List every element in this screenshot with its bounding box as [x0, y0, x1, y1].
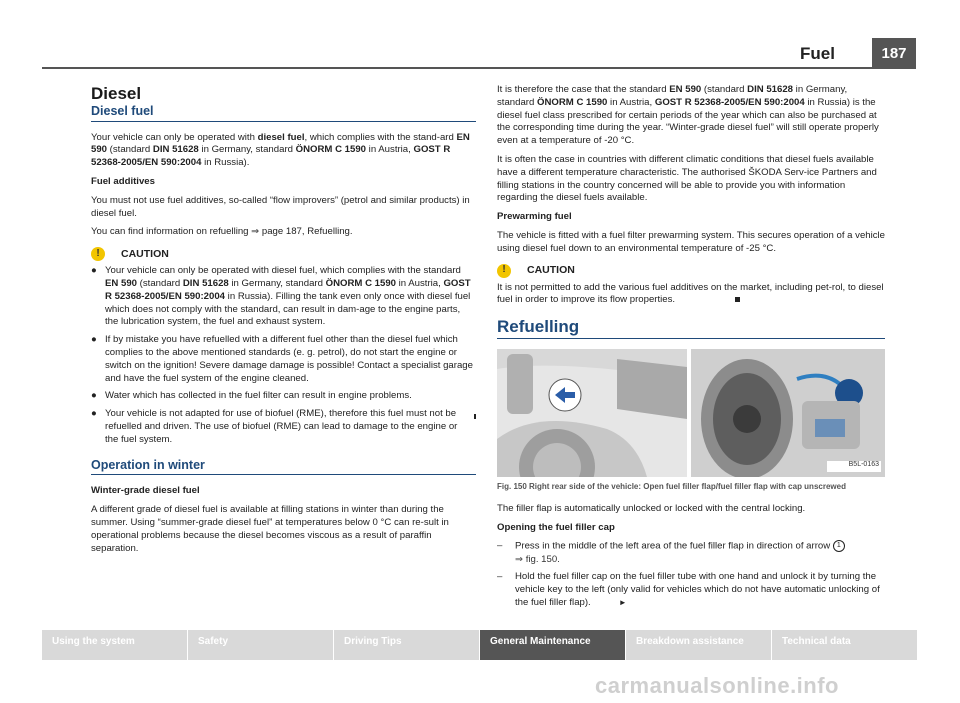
fuel-additives-text: You must not use fuel additives, so-called “flow improvers” (petrol and similar products) in diesel fuel. [91, 194, 470, 219]
climate-paragraph: It is often the case in countries with different climatic conditions that diesel fuels available have a different temperature characteristic. The authorised ŠKODA Serv-ice Partners and filling stations in the country concerned will be able to provide you with information regarding the diesel fuels available. [497, 153, 877, 204]
refuel-info: You can find information on refuelling ⇒ page 187, Refuelling. [91, 226, 353, 238]
caution-header [91, 247, 476, 261]
header-rule [42, 67, 916, 69]
nav-tab-general-maintenance[interactable]: General Maintenance [480, 630, 625, 660]
diesel-fuel-paragraph: Your vehicle can only be operated with diesel fuel, which complies with the stand-ard EN 590 (standard DIN 51628 in Germany, standard ÖNORM C 1590 in Austria, GOST R 52368-2005/EN 590:2004 in Russia). [91, 131, 470, 169]
nav-tab-breakdown-assistance[interactable]: Breakdown assistance [626, 630, 771, 660]
bullet-item: ● If by mistake you have refuelled with a different fuel other than the diesel fuel which complies to the above mentioned standards (e. g. petrol), do not start the engine or switch on the ignition! Severe damage damage is possible! Contact a specialist garage and have the fuel system of the engine cleaned. [91, 334, 473, 384]
figure-code: B5L-0163 [848, 461, 879, 469]
caution-bullets [91, 265, 476, 446]
caution-title: CAUTION [121, 247, 169, 260]
prewarming-text: The vehicle is fitted with a fuel filter prewarming system. This secures operation of a vehicle using diesel fuel down to an environmental temperature of -25 °C. [497, 229, 886, 254]
winter-text: A different grade of diesel fuel is available at filling stations in winter than during the summer. Using “summer-grade diesel fuel” at temperatures below 0 °C can re-sult in operational problems because the diesel becomes viscous as a result of paraffin separation. [91, 504, 449, 554]
heading-diesel-fuel: Diesel fuel [91, 105, 476, 122]
nav-tab-driving-tips[interactable]: Driving Tips [334, 630, 479, 660]
heading-refuelling: Refuelling [497, 321, 885, 339]
opening-title: Opening the fuel filler cap [497, 521, 615, 533]
prewarming-title: Prewarming fuel [497, 211, 572, 223]
section-end-marker [474, 414, 476, 419]
fuel-additives-title: Fuel additives [91, 175, 155, 187]
right-column [497, 84, 885, 615]
figure-link[interactable]: ⇒ fig. 150. [515, 553, 560, 565]
bullet-item: ● Your vehicle is not adapted for use of biofuel (RME), therefore this fuel must not be refuelled and driven. The use of biofuel (RME) can lead to damage to the engine or the fuel system. [91, 408, 476, 446]
section-title: Fuel [800, 44, 835, 63]
step-item: – Hold the fuel filler cap on the fuel filler tube with one hand and unlock it by turning the vehicle key to the left (only valid for vehicles which do not have automatic unlocking of the fuel filler flap). ► [497, 571, 880, 609]
winter-title: Winter-grade diesel fuel [91, 485, 200, 497]
figure-caption: Fig. 150 Right rear side of the vehicle: Open fuel filler flap/fuel filler flap with cap unscrewed [497, 481, 846, 491]
callout-number: 1 [833, 540, 845, 552]
nav-tab-safety[interactable]: Safety [188, 630, 333, 660]
flap-paragraph: The filler flap is automatically unlocked or locked with the central locking. [497, 502, 806, 514]
step-item: – Press in the middle of the left area of the fuel filler flap in direction of arrow 1 ⇒ fig. 150. [497, 540, 885, 566]
standard-paragraph: It is therefore the case that the standard EN 590 (standard DIN 51628 in Germany, standard ÖNORM C 1590 in Austria, GOST R 52368-2005/EN 590:2004 in Russia) is the diesel fuel class prescribed for certain periods of the year which can also be purchased at the corresponding time during the year. “Winter-grade diesel fuel” will still operate properly even at a temperature of -20 °C. [497, 84, 879, 147]
heading-diesel: Diesel [91, 84, 142, 103]
figure-illustration [497, 349, 885, 477]
watermark: carmanualsonline.info [595, 673, 839, 698]
bullet-item: ● Water which has collected in the fuel filter can result in engine problems. [91, 390, 412, 402]
caution-text: It is not permitted to add the various fuel additives on the market, including pet-rol, to diesel fuel in order to improve its flow properties. [497, 281, 884, 306]
continue-arrow-icon: ► [618, 598, 627, 608]
page-number: 187 [872, 38, 916, 68]
caution-title: CAUTION [527, 264, 575, 277]
fuel-filler-figure [497, 349, 885, 477]
warning-icon: ! [497, 264, 511, 278]
caution-header [497, 264, 885, 278]
section-end-marker [735, 297, 740, 302]
bullet-item: ● Your vehicle can only be operated with diesel fuel, which complies with the standard EN 590 (standard DIN 51628 in Germany, standard ÖNORM C 1590 in Austria, GOST R 52368-2005/EN 590:2004 in Russia). Filling the tank even only once with diesel fuel which does not comply with the standard, can result in dam-age to the engine parts, the lubrication system, the fuel and exhaust system. [91, 265, 471, 328]
left-column [91, 84, 476, 561]
chapter-navigation [42, 630, 918, 660]
warning-icon: ! [91, 247, 105, 261]
nav-tab-using-the-system[interactable]: Using the system [42, 630, 187, 660]
heading-operation-in-winter: Operation in winter [91, 459, 476, 476]
nav-tab-technical-data[interactable]: Technical data [772, 630, 917, 660]
